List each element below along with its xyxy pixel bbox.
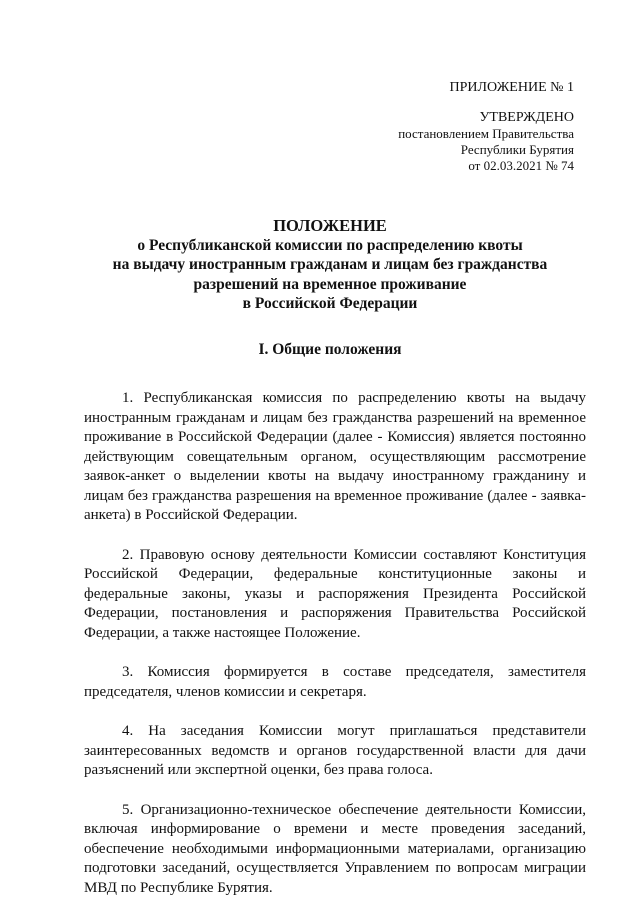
title-line-1: о Республиканской комиссии по распределению квоты xyxy=(137,236,523,254)
title-line-3: разрешений на временное проживание xyxy=(193,275,467,293)
republic-label: Республики Бурятия xyxy=(460,142,574,157)
section-heading: I. Общие положения xyxy=(258,341,402,358)
paragraph-3: 3. Комиссия формируется в составе председателя, заместителя председателя, членов комиссии и секретаря. xyxy=(84,664,586,700)
approved-label: УТВЕРЖДЕНО xyxy=(479,110,574,125)
date-number-label: от 02.03.2021 № 74 xyxy=(468,158,574,173)
decree-label: постановлением Правительства xyxy=(398,126,574,141)
title-line-2: на выдачу иностранным гражданам и лицам без гражданства xyxy=(112,256,548,273)
paragraph-4: 4. На заседания Комиссии могут приглашаться представители заинтересованных ведомств и органов государственной власти для дачи разъяснений или экспертной оценки, без права голоса. xyxy=(84,723,586,778)
title-main: ПОЛОЖЕНИЕ xyxy=(273,216,387,235)
document-title xyxy=(70,216,590,314)
title-line-4: в Российской Федерации xyxy=(242,295,418,312)
approval-block xyxy=(398,110,574,174)
paragraph-1: 1. Республиканская комиссия по распределению квоты на выдачу иностранным гражданам и лицам без гражданства разрешений на временное проживание в Российской Федерации (далее - Комиссия) является постоянно действующим совещательным органом, осуществляющим рассмотрение заявок-анкет о выделении квоты на выдачу иностранному гражданину и лицам без гражданства разрешения на временное проживание (далее - заявка-анкета) в Российской Федерации. xyxy=(84,390,586,523)
body-text xyxy=(84,389,586,898)
paragraph-5: 5. Организационно-техническое обеспечение деятельности Комиссии, включая информирование о времени и месте проведения заседаний, обеспечение необходимыми информационными материалами, организацию подготовки заседаний, осуществляется Управлением по вопросам миграции МВД по Республике Бурятия. xyxy=(84,801,586,896)
appendix-label: ПРИЛОЖЕНИЕ № 1 xyxy=(449,80,574,95)
paragraph-2: 2. Правовую основу деятельности Комиссии составляют Конституция Российской Федерации, федеральные конституционные законы и федеральные законы, указы и распоряжения Президента Российской Федерации, постановления и распоряжения Правительства Российской Федерации, а также настоящее Положение. xyxy=(84,546,586,641)
